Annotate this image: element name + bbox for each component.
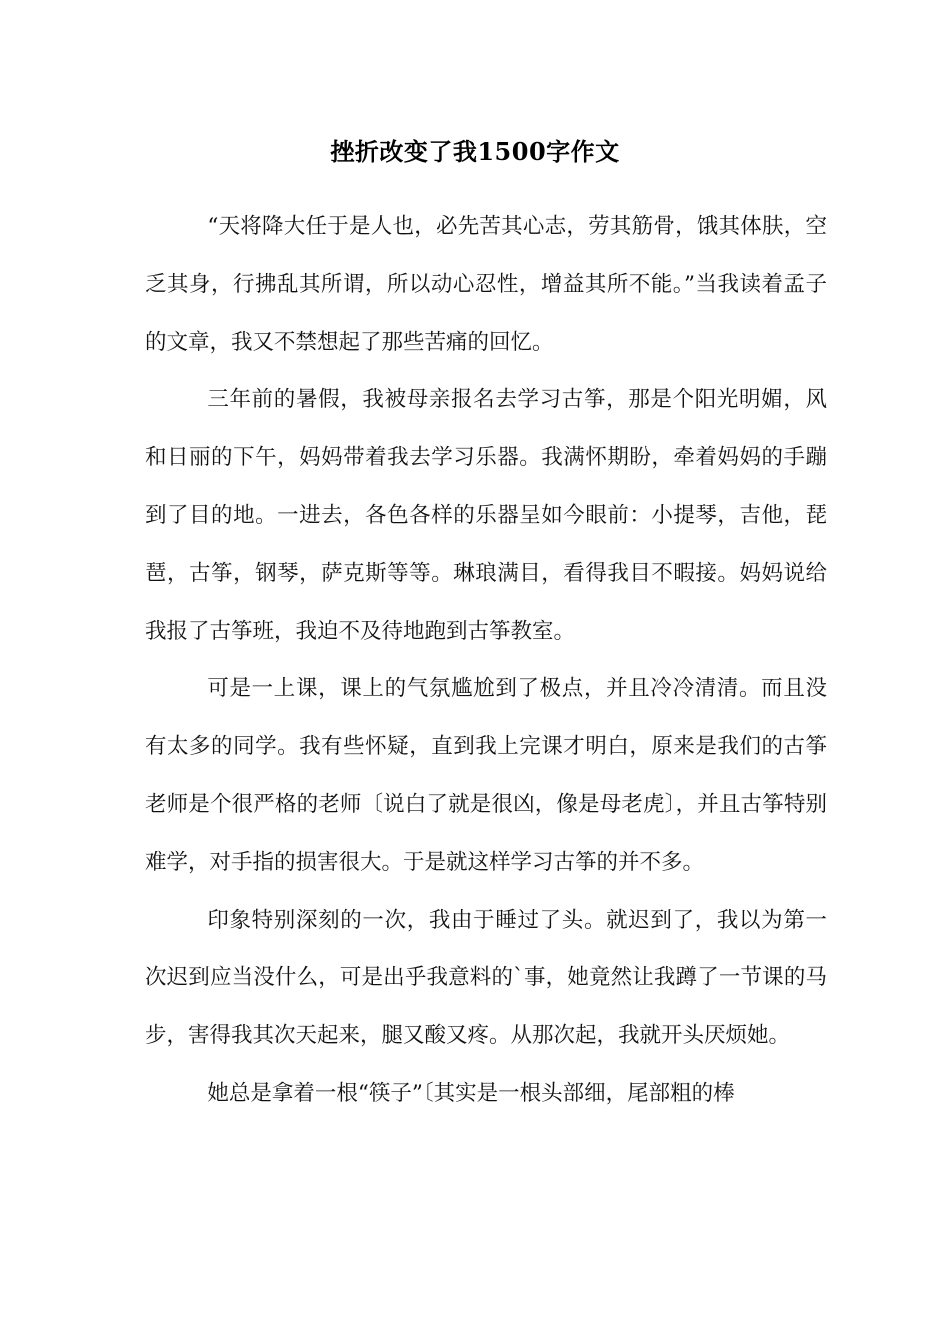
paragraph-3: 可是一上课，课上的气氛尴尬到了极点，并且冷冷清清。而且没有太多的同学。我有些怀疑，直到我上完课才明白，原来是我们的古筝老师是个很严格的老师〔说白了就是很凶，像是母老虎〕，并且古筝特别难学，对手指的损害很大。于是就这样学习古筝的并不多。 [145,676,827,875]
paragraph-1: “天将降大任于是人也，必先苦其心志，劳其筋骨，饿其体肤，空乏其身，行拂乱其所谓，所以动心忍性，增益其所不能。”当我读着孟子的文章，我又不禁想起了那些苦痛的回忆。 [145,214,827,355]
paragraph-5: 她总是拿着一根“筷子”〔其实是一根头部细，尾部粗的棒 [207,1080,735,1106]
document-body [145,198,827,1123]
paragraph-2: 三年前的暑假，我被母亲报名去学习古筝，那是个阳光明媚，风和日丽的下午，妈妈带着我去学习乐器。我满怀期盼，牵着妈妈的手蹦到了目的地。一进去，各色各样的乐器呈如今眼前：小提琴，吉他，琵琶，古筝，钢琴，萨克斯等等。琳琅满目，看得我目不暇接。妈妈说给我报了古筝班，我迫不及待地跑到古筝教室。 [145,387,827,644]
document-title: 挫折改变了我1500字作文 [330,137,620,166]
paragraph-4: 印象特别深刻的一次，我由于睡过了头。就迟到了，我以为第一次迟到应当没什么，可是出乎我意料的`事，她竟然让我蹲了一节课的马步，害得我其次天起来，腿又酸又疼。从那次起，我就开头厌烦她。 [145,907,827,1049]
